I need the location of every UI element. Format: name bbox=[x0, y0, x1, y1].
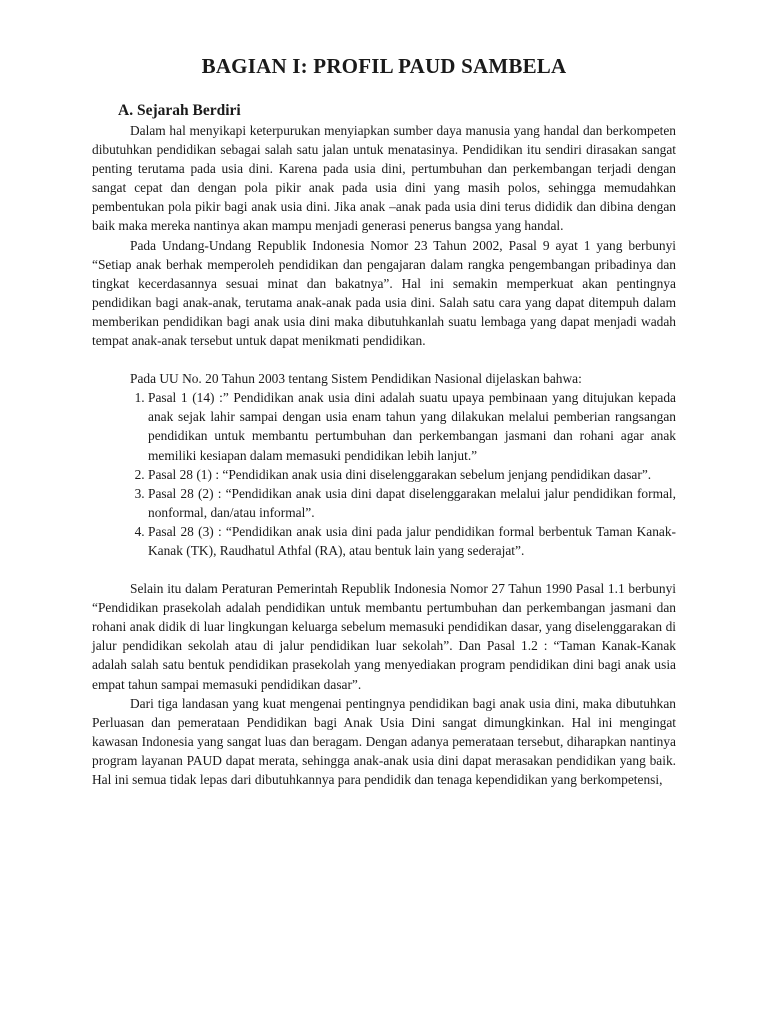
paragraph-3: Selain itu dalam Peraturan Pemerintah Republik Indonesia Nomor 27 Tahun 1990 Pasal 1.1 berbunyi “Pendidikan prasekolah adalah pendidikan untuk membantu pertumbuhan dan perkembangan jasmani dan rohani anak didik di luar lingkungan keluarga sebelum memasuki pendidikan dasar, yang diselenggarakan di jalur pendidikan sekolah atau di jalur pendidikan luar sekolah”. Dan Pasal 1.2 : “Taman Kanak-Kanak adalah salah satu bentuk pendidikan prasekolah yang menyediakan program pendidikan dini bagi anak usia empat tahun sampai memasuki pendidikan dasar”. bbox=[92, 581, 676, 692]
uu-intro-paragraph: Pada UU No. 20 Tahun 2003 tentang Sistem Pendidikan Nasional dijelaskan bahwa: bbox=[130, 371, 582, 387]
list-item: 4. Pasal 28 (3) : “Pendidikan anak usia dini pada jalur pendidikan formal berbentuk Taman Kanak-Kanak (TK), Raudhatul Athfal (RA), atau bentuk lain yang sederajat”. bbox=[148, 522, 676, 560]
section-heading-sejarah: A. Sejarah Berdiri bbox=[118, 102, 241, 119]
list-item: 2. Pasal 28 (1) : “Pendidikan anak usia dini diselenggarakan sebelum jenjang pendidikan dasar”. bbox=[148, 465, 676, 484]
list-item: 3. Pasal 28 (2) : “Pendidikan anak usia dini dapat diselenggarakan melalui jalur pendidikan formal, nonformal, dan/atau informal”. bbox=[148, 484, 676, 522]
page-title: BAGIAN I: PROFIL PAUD SAMBELA bbox=[201, 54, 567, 78]
paragraph-2: Pada Undang-Undang Republik Indonesia Nomor 23 Tahun 2002, Pasal 9 ayat 1 yang berbunyi “Setiap anak berhak memperoleh pendidikan dan pengajaran dalam rangka pengembangan pribadinya dan tingkat kecerdasannya sesuai minat dan bakatnya”. Hal ini semakin memperkuat akan pentingnya pendidikan bagi anak-anak, terutama anak-anak pada usia dini. Salah satu cara yang dapat ditempuh dalam memberikan pendidikan bagi anak usia dini maka dibutuhkanlah suatu lembaga yang dapat menjadi wadah tempat anak-anak tersebut untuk dapat menikmati pendidikan. bbox=[92, 237, 676, 349]
paragraph-4: Dari tiga landasan yang kuat mengenai pentingnya pendidikan bagi anak usia dini, maka dibutuhkan Perluasan dan pemerataan Pendidikan bagi Anak Usia Dini sangat dimungkinkan. Hal ini mengingat kawasan Indonesia yang sangat luas dan beragam. Dengan adanya pemerataan tersebut, diharapkan nantinya program layanan PAUD dapat merata, sehingga anak-anak usia dini dapat merasakan pendidikan yang baik. Hal ini semua tidak lepas dari dibutuhkannya para pendidik dan tenaga kependidikan yang berkompetensi, bbox=[92, 695, 676, 787]
pasal-list bbox=[92, 388, 676, 560]
paragraph-1: Dalam hal menyikapi keterpurukan menyiapkan sumber daya manusia yang handal dan berkompeten dibutuhkan pendidikan sebagai salah satu jalan untuk menatasinya. Pendidikan itu sendiri dirasakan sangat penting terutama pada usia dini. Karena pada usia dini, pertumbuhan dan perkembangan terjadi dengan sangat cepat dan dengan pola pikir anak pada usia dini yang masih polos, sehingga memudahkan pembentukan pola pikir bagi anak usia dini. Jika anak –anak pada usia dini terus dididik dan dibina dengan baik maka mereka nantinya akan mampu menjadi generasi penerus bangsa yang handal. bbox=[92, 123, 676, 234]
list-item: 1. Pasal 1 (14) :” Pendidikan anak usia dini adalah suatu upaya pembinaan yang ditujukan kepada anak sejak lahir sampai dengan usia enam tahun yang dilakukan melalui pemberian rangsangan pendidikan untuk membantu pertumbuhan dan perkembangan jasmani dan rohani agar anak memiliki kesiapan dalam memasuki pendidikan lebih lanjut.” bbox=[148, 388, 676, 464]
document-page bbox=[92, 52, 676, 789]
